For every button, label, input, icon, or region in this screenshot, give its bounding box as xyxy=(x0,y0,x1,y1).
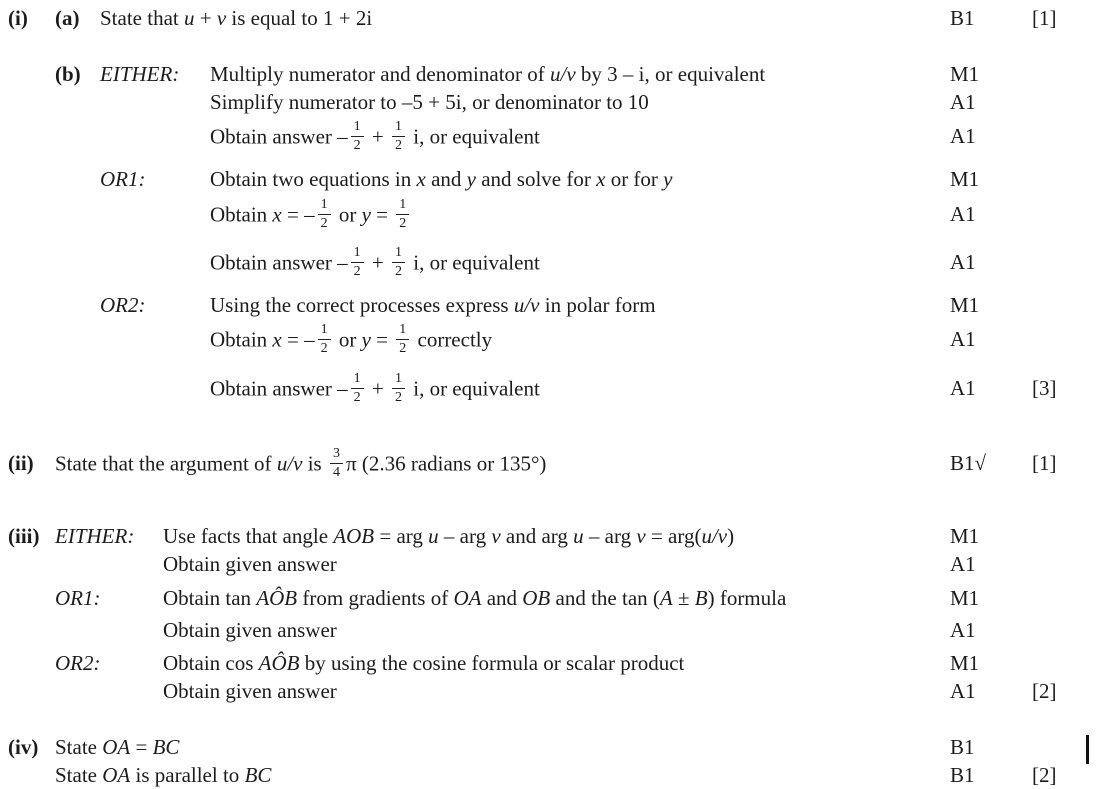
mark-row xyxy=(8,197,1087,233)
sub-part-label: (a) xyxy=(55,6,80,30)
criterion-text: Obtain answer – $\frac{1}{2}$ + $\frac{1}{2}$ i, or equivalent xyxy=(210,245,540,279)
section-total: [1] xyxy=(1032,6,1057,30)
mark-row xyxy=(8,371,1087,407)
criterion-text: State OA is parallel to BC xyxy=(55,763,272,787)
mark-row xyxy=(8,550,1087,578)
mark-code: M1 xyxy=(950,586,980,610)
criterion-text: State that u + v is equal to 1 + 2i xyxy=(100,6,373,30)
part-label: (iii) xyxy=(8,524,40,548)
criterion-text: Obtain answer – $\frac{1}{2}$ + $\frac{1}{2}$ i, or equivalent xyxy=(210,371,540,405)
section-total: [2] xyxy=(1032,679,1057,703)
mark-row xyxy=(8,616,1087,644)
method-label: OR2: xyxy=(100,293,146,317)
section-total: [1] xyxy=(1032,451,1057,475)
criterion-text: Using the correct processes express u/v in polar form xyxy=(210,293,656,317)
mark-code: B1 xyxy=(950,763,975,787)
mark-row xyxy=(8,446,1087,482)
criterion-text: Use facts that angle AOB = arg u – arg v and arg u – arg v = arg(u/v) xyxy=(163,524,735,548)
sub-part-label: (b) xyxy=(55,62,81,86)
mark-code: A1 xyxy=(950,327,976,351)
mark-row xyxy=(8,60,1087,88)
mark-row xyxy=(8,733,1087,761)
section-total: [2] xyxy=(1032,763,1057,787)
method-label: EITHER: xyxy=(55,524,135,548)
part-label: (iv) xyxy=(8,735,39,759)
mark-code: A1 xyxy=(950,679,976,703)
mark-code: M1 xyxy=(950,651,980,675)
method-label: EITHER: xyxy=(100,62,180,86)
mark-row xyxy=(8,522,1087,550)
mark-row xyxy=(8,165,1087,193)
mark-code: A1 xyxy=(950,376,976,400)
criterion-text: Obtain cos AÔB by using the cosine formula or scalar product xyxy=(163,651,685,675)
criterion-text: Multiply numerator and denominator of u/v by 3 – i, or equivalent xyxy=(210,62,766,86)
page-edge-mark xyxy=(1086,735,1089,764)
mark-code: B1 xyxy=(950,735,975,759)
mark-code: A1 xyxy=(950,202,976,226)
criterion-text: State OA = BC xyxy=(55,735,180,759)
part-label: (ii) xyxy=(8,451,34,475)
mark-code: A1 xyxy=(950,250,976,274)
mark-row xyxy=(8,677,1087,705)
mark-row xyxy=(8,322,1087,358)
criterion-text: Obtain given answer xyxy=(163,679,337,703)
mark-code: M1 xyxy=(950,524,980,548)
method-label: OR2: xyxy=(55,651,101,675)
mark-row xyxy=(8,291,1087,319)
mark-row xyxy=(8,584,1087,612)
mark-row xyxy=(8,649,1087,677)
criterion-text: Obtain x = – $\frac{1}{2}$ or y = $\frac{1}{2}$ xyxy=(210,200,950,233)
mark-code: B1√ xyxy=(950,451,987,475)
criterion-text: Obtain given answer xyxy=(163,552,337,576)
criterion-text: Obtain given answer xyxy=(163,618,337,642)
mark-code: B1 xyxy=(950,6,975,30)
criterion-text: Simplify numerator to –5 + 5i, or denominator to 10 xyxy=(210,90,649,114)
mark-row xyxy=(8,88,1087,116)
mark-row xyxy=(8,4,1087,32)
criterion-text: Obtain tan AÔB from gradients of OA and OB and the tan (A ± B) formula xyxy=(163,586,787,610)
mark-code: M1 xyxy=(950,62,980,86)
mark-code: A1 xyxy=(950,124,976,148)
mark-code: M1 xyxy=(950,167,980,191)
section-total: [3] xyxy=(1032,376,1057,400)
criterion-text: State that the argument of u/v is $\frac{3}{4}$ π (2.36 radians or 135°) xyxy=(55,446,547,480)
mark-row xyxy=(8,245,1087,281)
part-label: (i) xyxy=(8,6,28,30)
criterion-text: Obtain answer – $\frac{1}{2}$ + $\frac{1}{2}$ i, or equivalent xyxy=(210,119,540,153)
method-label: OR1: xyxy=(100,167,146,191)
mark-row xyxy=(8,119,1087,155)
method-label: OR1: xyxy=(55,586,101,610)
mark-code: M1 xyxy=(950,293,980,317)
criterion-text: Obtain x = – $\frac{1}{2}$ or y = $\frac{1}{2}$ correctly xyxy=(210,322,493,356)
mark-code: A1 xyxy=(950,618,976,642)
mark-code: A1 xyxy=(950,90,976,114)
mark-code: A1 xyxy=(950,552,976,576)
criterion-text: Obtain two equations in x and y and solve for x or for y xyxy=(210,167,673,191)
mark-row xyxy=(8,761,1087,789)
